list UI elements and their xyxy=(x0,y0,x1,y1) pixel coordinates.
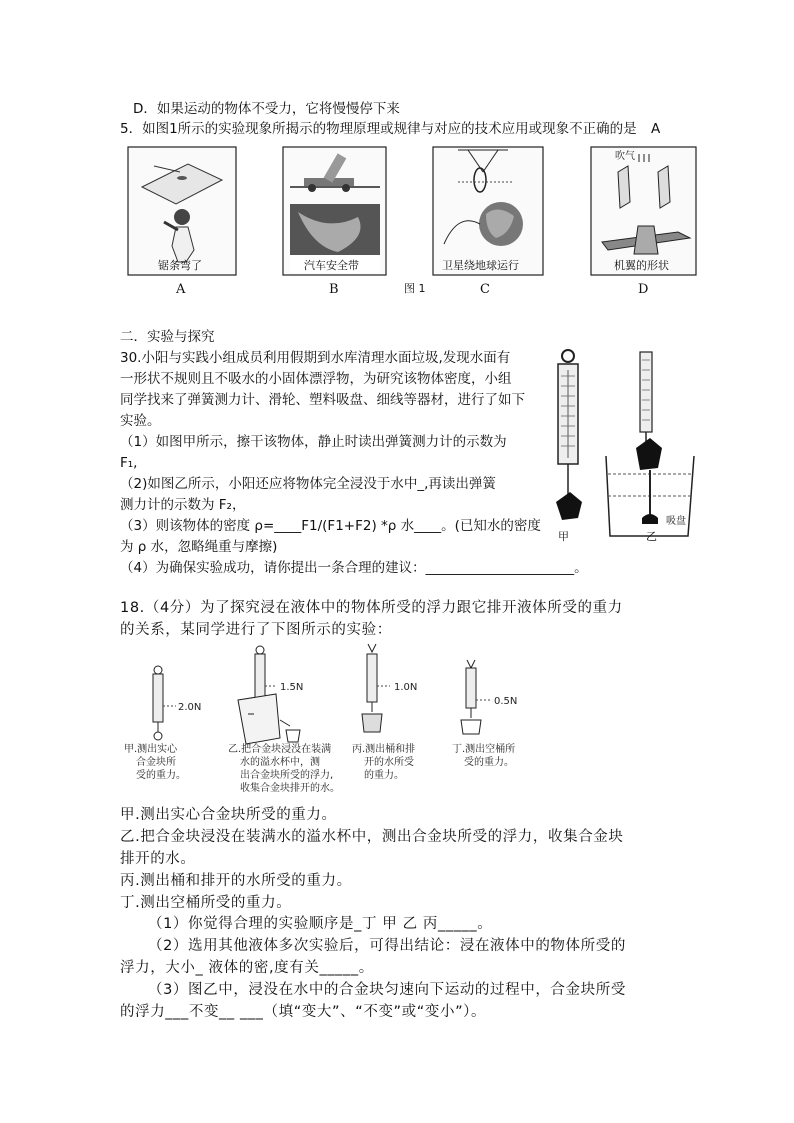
q30-line-11: （4）为确保实验成功，请你提出一条合理的建议：______________________。 xyxy=(120,560,588,576)
caption-jia-3: 受的重力。 xyxy=(136,770,186,781)
caption-ding-2: 受的重力。 xyxy=(464,757,514,768)
q30-line-1: 30.小阳与实践小组成员利用假期到水库清理水面垃圾,发现水面有 xyxy=(120,350,511,366)
q18-question-2: （2）选用其他液体多次实验后，可得出结论：浸在液体中的物体所受的 xyxy=(148,938,626,954)
q18-question-1: （1）你觉得合理的实验顺序是_丁 甲 乙 丙_____。 xyxy=(148,916,493,932)
q18-step-2b: 排开的水。 xyxy=(120,851,196,867)
panel-a xyxy=(128,147,236,297)
figure-1-label: 图 1 xyxy=(404,282,426,295)
q4-option-d: D．如果运动的物体不受力，它将慢慢停下来 xyxy=(133,101,400,117)
q30-line-4: 实验。 xyxy=(120,413,161,429)
setup-bing xyxy=(362,644,417,732)
reading-yi: 1.5N xyxy=(280,682,304,693)
caption-yi-2: 水的溢水杯中，测 xyxy=(240,757,320,768)
q30-line-9: （3）则该物体的密度 ρ=____F1/(F1+F2) *ρ 水____。(已知水的密度 xyxy=(120,518,541,534)
panel-c xyxy=(433,147,543,297)
q18-figure xyxy=(118,640,538,800)
setup-jia xyxy=(153,666,201,740)
panel-b-letter: B xyxy=(329,282,339,297)
caption-yi xyxy=(228,742,340,794)
q30-line-2: 一形状不规则且不吸水的小固体漂浮物，为研究该物体密度，小组 xyxy=(120,371,512,387)
q30-line-10: 为 ρ 水，忽略绳重与摩擦) xyxy=(120,539,278,555)
caption-jia-1: 甲.测出实心 xyxy=(124,744,178,755)
caption-bing xyxy=(352,742,415,781)
q30-line-8: 测力计的示数为 F₂， xyxy=(120,497,246,513)
q18-question-3: （3）图乙中，浸没在水中的合金块匀速向下运动的过程中，合金块所受 xyxy=(148,982,626,998)
q5-stem-text: 5．如图1所示的实验现象所揭示的物理原理或规律与对应的技术应用或现象不正确的是 xyxy=(120,121,637,137)
q5-stem xyxy=(120,120,660,138)
label-yi: 乙 xyxy=(646,530,657,543)
caption-yi-3: 出合金块所受的浮力, xyxy=(240,770,334,781)
reading-jia: 2.0N xyxy=(178,702,202,713)
panel-b-caption: 汽车安全带 xyxy=(304,259,359,272)
figure-1 xyxy=(118,142,703,302)
label-jia: 甲 xyxy=(558,530,569,543)
panel-a-caption: 锯条弯了 xyxy=(158,259,202,272)
caption-jia-2: 合金块所 xyxy=(136,757,176,768)
q30-line-3: 同学找来了弹簧测力计、滑轮、塑料吸盘、细线等器材，进行了如下 xyxy=(120,392,525,408)
caption-ding-1: 丁.测出空桶所 xyxy=(452,744,516,755)
setup-ding xyxy=(461,660,517,734)
panel-d xyxy=(591,147,696,297)
spring-scale-jia xyxy=(556,350,582,543)
q18-step-4: 丁.测出空桶所受的重力。 xyxy=(120,895,292,911)
q30-figure xyxy=(538,346,698,546)
caption-yi-4: 收集合金块排开的水。 xyxy=(240,783,340,794)
q30-line-5: （1）如图甲所示，擦干该物体，静止时读出弹簧测力计的示数为 xyxy=(120,434,507,450)
q18-question-2b: 浮力，大小_ 液体的密,度有关_____。 xyxy=(120,960,374,976)
caption-bing-1: 丙.测出桶和排 xyxy=(352,744,416,755)
q30-line-6: F₁, xyxy=(120,455,138,471)
panel-b xyxy=(283,147,386,297)
q18-step-3: 丙.测出桶和排开的水所受的重力。 xyxy=(120,873,352,889)
panel-d-letter: D xyxy=(638,282,649,297)
reading-ding: 0.5N xyxy=(494,696,518,707)
panel-c-letter: C xyxy=(480,282,490,297)
section-heading: 二．实验与探究 xyxy=(120,329,215,345)
setup-yi xyxy=(238,646,303,744)
panel-d-blow-label: 吹气 xyxy=(615,151,635,162)
caption-bing-3: 的重力。 xyxy=(364,770,404,781)
q18-step-2: 乙.把合金块浸没在装满水的溢水杯中，测出合金块所受的浮力，收集合金块 xyxy=(120,829,624,845)
caption-bing-2: 开的水所受 xyxy=(364,757,414,768)
q18-step-1: 甲.测出实心合金块所受的重力。 xyxy=(120,807,337,823)
reading-bing: 1.0N xyxy=(394,682,418,693)
panel-c-caption: 卫星绕地球运行 xyxy=(442,259,519,272)
q18-question-3b: 的浮力___不变__ ___（填“变大”、“不变”或“变小”）。 xyxy=(120,1004,487,1020)
caption-jia xyxy=(124,742,186,781)
beaker-yi xyxy=(606,352,694,543)
panel-d-caption: 机翼的形状 xyxy=(614,259,669,272)
panel-a-letter: A xyxy=(176,282,186,297)
label-suction: 吸盘 xyxy=(666,516,686,527)
q18-intro-1: 18.（4分）为了探究浸在液体中的物体所受的浮力跟它排开液体所受的重力 xyxy=(120,600,623,616)
caption-ding xyxy=(452,742,515,768)
q18-intro-2: 的关系，某同学进行了下图所示的实验： xyxy=(120,622,392,638)
q5-answer: A xyxy=(650,121,661,137)
q30-line-7: （2)如图乙所示，小阳还应将物体完全浸没于水中_,再读出弹簧 xyxy=(120,476,496,492)
caption-yi-1: 乙.把合金块浸没在装满 xyxy=(228,744,332,755)
